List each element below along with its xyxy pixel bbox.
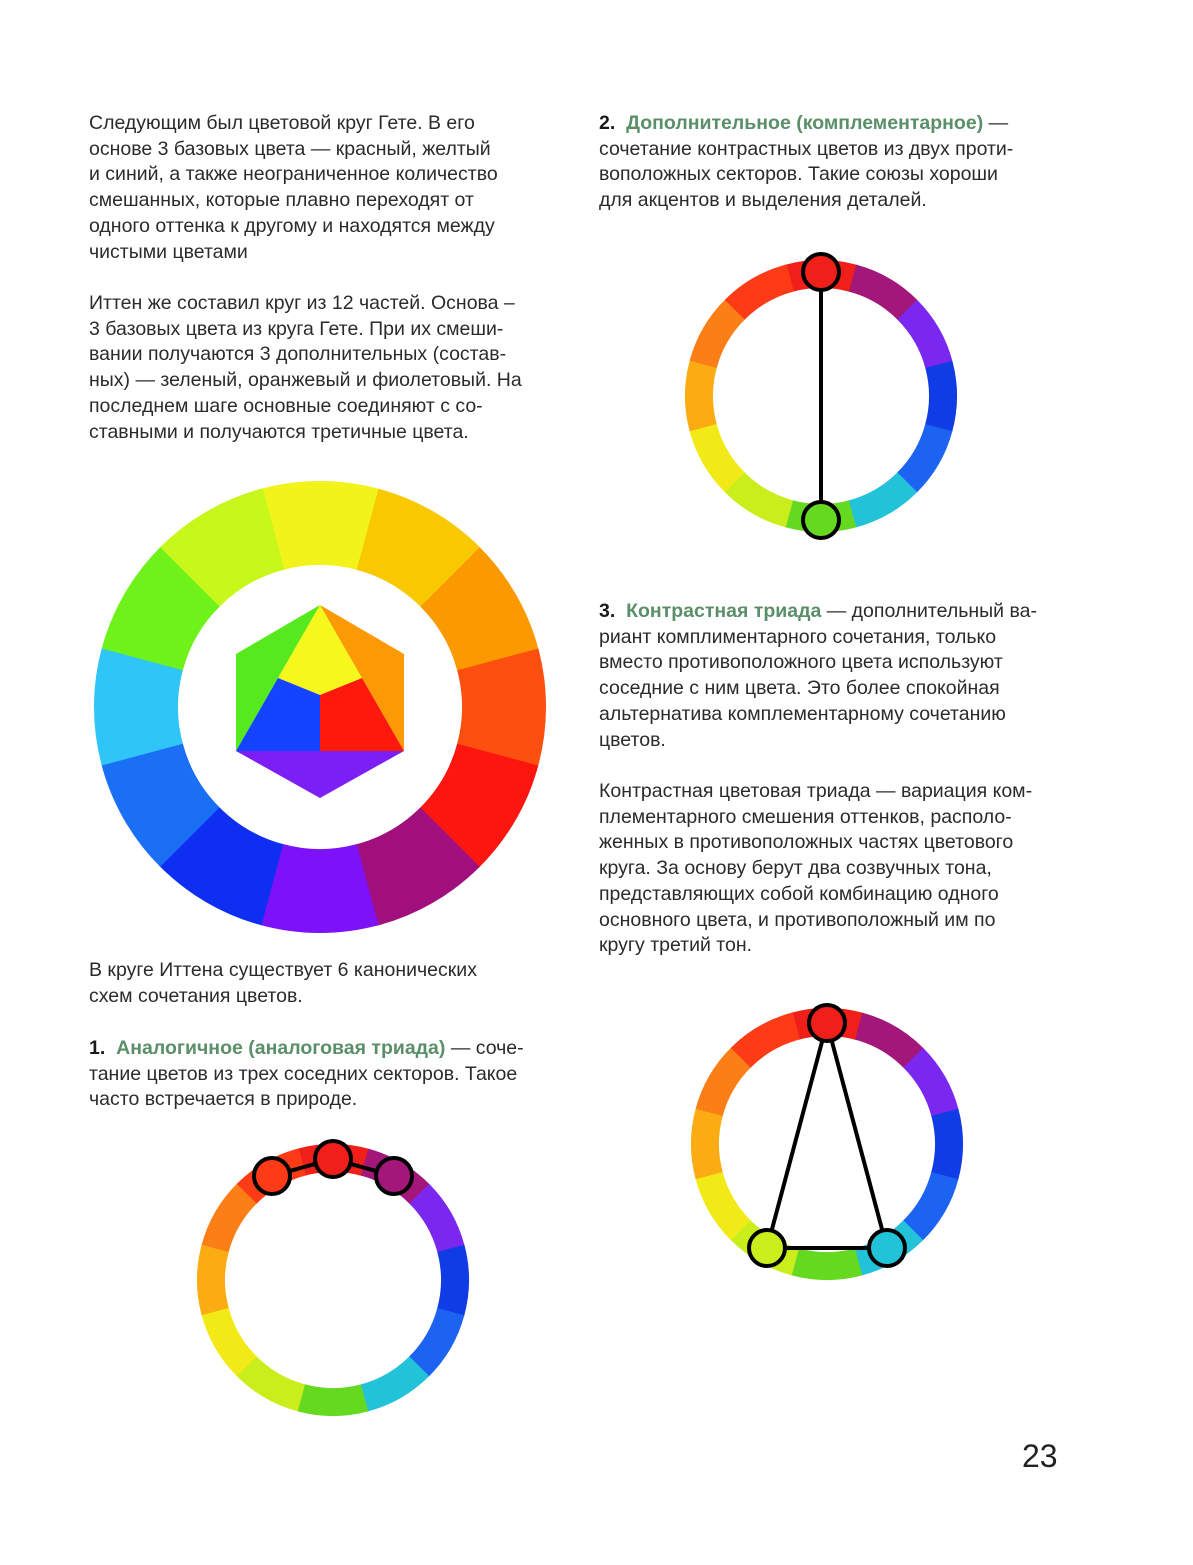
text-line: Иттен же составил круг из 12 частей. Основа – <box>89 292 515 314</box>
wheel-sector <box>931 1109 963 1180</box>
text-line: и синий, а также неограниченное количество <box>89 163 498 186</box>
scheme-3-heading-line <box>599 599 1037 625</box>
wheel-sector <box>437 1245 469 1316</box>
scheme-2-number: 2. <box>599 112 616 134</box>
schemes-intro <box>89 958 477 1009</box>
text-line: схем сочетания цветов. <box>89 984 303 1007</box>
scheme-2-title: Дополнительное (комплементарное) <box>626 112 984 134</box>
scheme-3-number: 3. <box>599 600 616 622</box>
text-line: одного оттенка к другому и находятся между <box>89 214 495 237</box>
scheme-1-number: 1. <box>89 1037 106 1059</box>
text-line: круга. За основу берут два созвучных тона, <box>599 857 992 880</box>
text-line: смешанных, которые плавно переходят от <box>89 189 474 212</box>
text-line: воположных секторов. Такие союзы хороши <box>599 163 998 186</box>
wheel-sector <box>197 1244 229 1315</box>
text-line: последнем шаге основные соединяют с со- <box>89 394 483 417</box>
scheme-3-title: Контрастная триада <box>626 600 822 622</box>
text-line: 3 базовых цвета из круга Гете. При их смеши- <box>89 317 504 340</box>
triad-marker-top <box>809 1005 845 1041</box>
complementary-scheme-wheel <box>672 246 972 546</box>
text-line: Контрастная цветовая триада — вариация ком- <box>599 780 1033 802</box>
goethe-paragraph <box>89 111 498 265</box>
text-line: ставными и получаются третичные цвета. <box>89 420 469 443</box>
text-line: представляющих собой комбинацию одного <box>599 882 999 905</box>
text-line: ных) — зеленый, оранжевый и фиолетовый. На <box>89 369 522 392</box>
wheel-sector <box>685 360 717 431</box>
text-line: плементарного смешения оттенков, располо- <box>599 805 1012 828</box>
text-line: вании получаются 3 дополнительных (состав- <box>89 343 507 366</box>
triad-marker-bottom-right <box>869 1230 905 1266</box>
text-line: для акцентов и выделения деталей. <box>599 189 927 212</box>
text-line: тание цветов из трех соседних секторов. Такое <box>89 1062 518 1085</box>
text-line: часто встречается в природе. <box>89 1088 358 1111</box>
itten-color-wheel <box>94 481 546 933</box>
analogous-scheme-wheel <box>188 1132 478 1422</box>
text-line: цветов. <box>599 728 666 751</box>
text-line: вместо противоположного цвета используют <box>599 651 1003 674</box>
complementary-marker-top <box>803 254 839 290</box>
analogous-marker-center <box>315 1141 351 1177</box>
wheel-sector <box>791 1248 862 1280</box>
triad-connector-triangle <box>767 1023 887 1248</box>
text-line: сочетание контрастных цветов из двух проти- <box>599 137 1014 160</box>
scheme-1-title: Аналогичное (аналоговая триада) <box>116 1037 446 1059</box>
analogous-marker-right <box>376 1158 412 1194</box>
inner-hexagon <box>236 605 404 798</box>
triad-marker-bottom-left <box>749 1230 785 1266</box>
contrast-triad-wheel-sectors <box>691 1008 963 1280</box>
text-line: Следующим был цветовой круг Гете. В его <box>89 112 475 134</box>
text-line: альтернатива комплементарному сочетанию <box>599 702 1006 725</box>
scheme-2-description <box>599 111 1013 214</box>
wheel-sector <box>297 1384 368 1416</box>
scheme-1-heading-line <box>89 1036 524 1062</box>
scheme-1-title-rest: — соче- <box>445 1037 524 1059</box>
hexagon-violet-triangle <box>236 751 404 798</box>
scheme-3-title-rest: — дополнительный ва- <box>821 600 1037 622</box>
analogous-marker-left <box>254 1158 290 1194</box>
triad-paragraph <box>599 779 1032 959</box>
text-line: чистыми цветами <box>89 240 248 263</box>
text-line: основного цвета, и противоположный им по <box>599 908 996 931</box>
wheel-sector <box>691 1108 723 1179</box>
text-line: соседние с ним цвета. Это более спокойная <box>599 677 1000 700</box>
contrast-triad-wheel <box>682 1000 972 1290</box>
text-line: женных в противоположных частях цветового <box>599 831 1014 854</box>
text-line: В круге Иттена существует 6 канонических <box>89 959 477 981</box>
scheme-2-title-rest: — <box>983 112 1009 134</box>
page-number: 23 <box>1022 1438 1058 1474</box>
text-line: риант комплиментарного сочетания, только <box>599 625 997 648</box>
analogous-wheel-sectors <box>197 1144 469 1416</box>
scheme-2-heading-line <box>599 111 1013 137</box>
text-line: кругу третий тон. <box>599 934 753 957</box>
text-line: основе 3 базовых цвета — красный, желтый <box>89 137 491 160</box>
scheme-3-description <box>599 599 1037 753</box>
complementary-marker-bottom <box>803 502 839 538</box>
itten-paragraph <box>89 291 522 445</box>
scheme-1-description <box>89 1036 524 1113</box>
wheel-sector <box>925 361 957 432</box>
